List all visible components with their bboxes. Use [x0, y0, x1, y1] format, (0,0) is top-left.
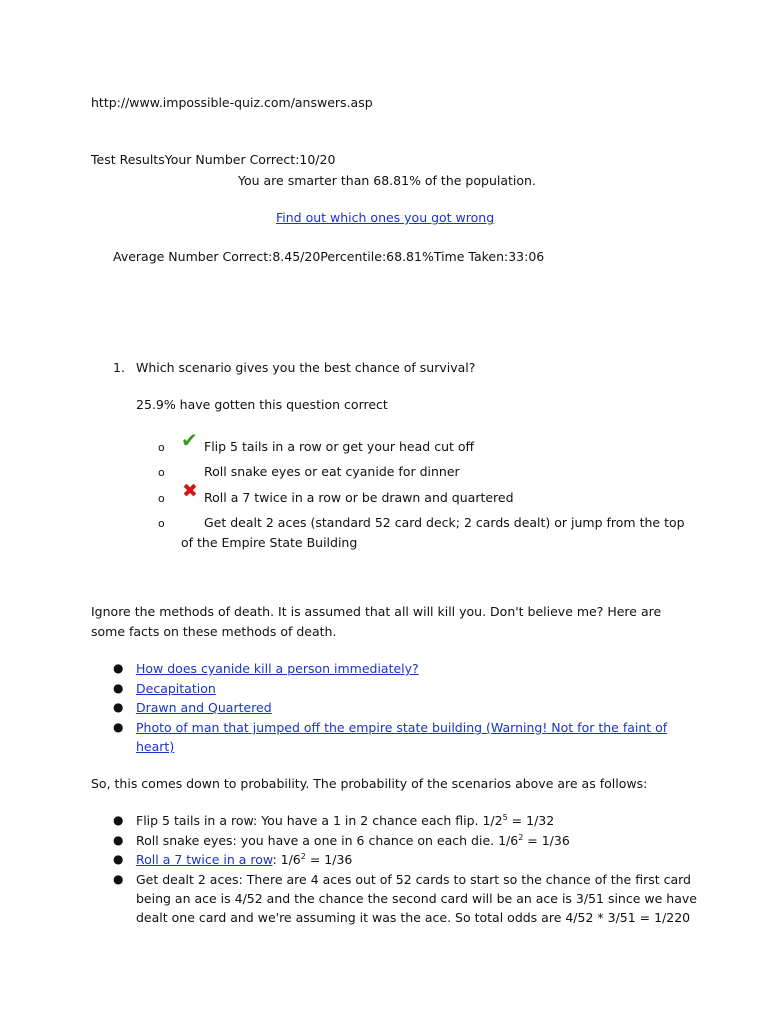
bullet-dot: ●	[113, 681, 124, 695]
option-bullet: o	[158, 441, 165, 454]
question-number: 1.	[113, 360, 125, 375]
prob-aces-line-1: Get dealt 2 aces: There are 4 aces out of 52 cards to start so the chance of the first card	[136, 872, 691, 887]
intro-line-1: Ignore the methods of death. It is assumed that all will kill you. Don't believe me? Here are	[91, 604, 662, 619]
empire-state-photo-link-continued[interactable]: heart)	[136, 739, 175, 754]
option-bullet: o	[158, 466, 165, 479]
wrong-answers-link[interactable]: Find out which ones you got wrong	[276, 210, 495, 225]
cross-icon: ✖	[182, 480, 198, 502]
option-text: Get dealt 2 aces (standard 52 card deck; 2 cards dealt) or jump from the top	[204, 515, 685, 530]
option-text-continued: of the Empire State Building	[181, 535, 358, 550]
bullet-dot: ●	[113, 872, 124, 886]
source-url: http://www.impossible-quiz.com/answers.asp	[91, 95, 373, 110]
option-text: Flip 5 tails in a row or get your head cut off	[204, 439, 475, 454]
intro-line-2: some facts on these methods of death.	[91, 624, 337, 639]
option-text: Roll snake eyes or eat cyanide for dinner	[204, 464, 460, 479]
population-line: You are smarter than 68.81% of the population.	[238, 173, 536, 188]
prob-roll-seven: Roll a 7 twice in a row: $1/6^2 = 1/36$	[136, 852, 353, 867]
prob-aces-line-3: dealt one card and we're assuming it was the ace. So total odds are 4/52 * 3/51 = 1/220	[136, 910, 691, 925]
probability-intro: So, this comes down to probability. The probability of the scenarios above are as follows:	[91, 776, 648, 791]
bullet-dot: ●	[113, 852, 124, 866]
bullet-dot: ●	[113, 700, 124, 714]
prob-flip: Flip 5 tails in a row: You have a 1 in 2 chance each flip. $1/2^5 = 1/32$	[136, 813, 555, 828]
cyanide-link[interactable]: How does cyanide kill a person immediately?	[136, 661, 419, 676]
roll-seven-link[interactable]: Roll a 7 twice in a row	[136, 852, 273, 867]
percent-correct: 25.9% have gotten this question correct	[136, 397, 388, 412]
prob-snake-eyes: Roll snake eyes: you have a one in 6 chance on each die. $1/6^2 = 1/36$	[136, 833, 570, 848]
test-results-line: Test ResultsYour Number Correct:10/20	[91, 152, 336, 167]
drawn-quartered-link[interactable]: Drawn and Quartered	[136, 700, 272, 715]
bullet-dot: ●	[113, 720, 124, 734]
option-text: Roll a 7 twice in a row or be drawn and quartered	[204, 490, 514, 505]
prob-aces-line-2: being an ace is 4/52 and the chance the second card will be an ace is 3/51 since we have	[136, 891, 697, 906]
empire-state-photo-link[interactable]: Photo of man that jumped off the empire state building (Warning! Not for the faint of	[136, 720, 668, 735]
check-icon: ✔	[181, 428, 198, 452]
question-text: Which scenario gives you the best chance of survival?	[136, 360, 476, 375]
stats-line: Average Number Correct:8.45/20Percentile:68.81%Time Taken:33:06	[113, 249, 545, 264]
bullet-dot: ●	[113, 833, 124, 847]
option-bullet: o	[158, 492, 165, 505]
decapitation-link[interactable]: Decapitation	[136, 681, 216, 696]
bullet-dot: ●	[113, 661, 124, 675]
option-bullet: o	[158, 517, 165, 530]
bullet-dot: ●	[113, 813, 124, 827]
